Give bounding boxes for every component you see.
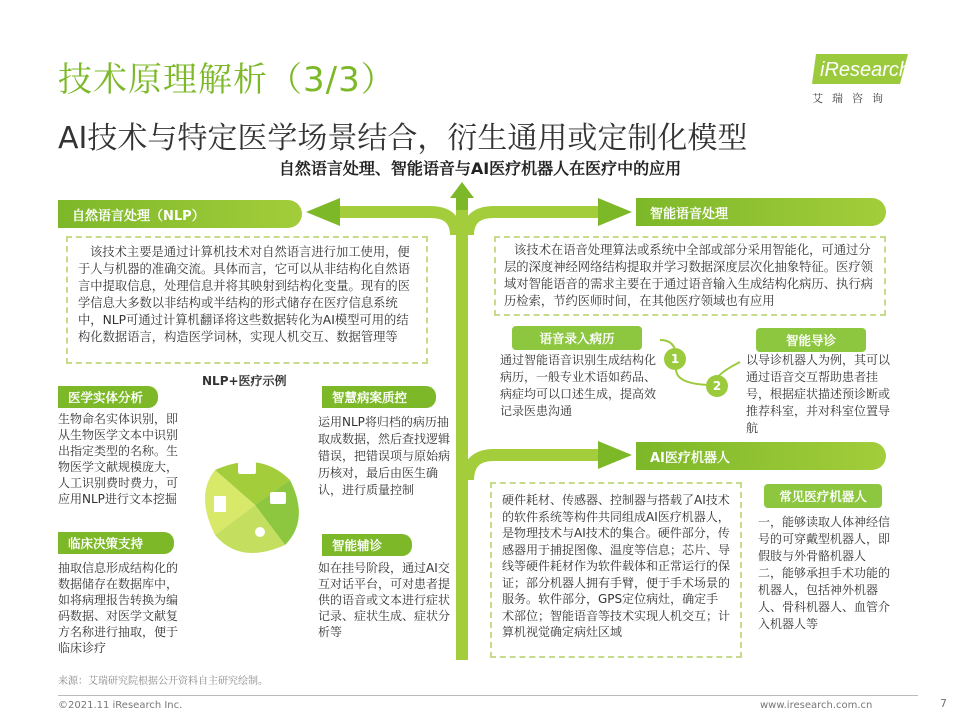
- entity-text: 生物命名实体识别，即从生物医学文本中识别出指定类型的名称。生物医学文献规模庞大，人工识别费时费力，可应用NLP进行文本挖掘: [58, 412, 179, 506]
- user-icon: [255, 527, 265, 537]
- voice-banner: 智能语音处理: [636, 198, 886, 226]
- assist-text: 如在挂号阶段，通过AI交互对话平台，可对患者提供的语音或文本进行症状记录、症状生成、症状分析等: [318, 561, 451, 639]
- robot-description-box: [490, 482, 742, 658]
- robot-banner: AI医疗机器人: [636, 442, 886, 470]
- diagram-heading: 自然语言处理、智能语音与AI医疗机器人在医疗中的应用: [278, 159, 682, 178]
- medical-report-icon: [214, 496, 226, 512]
- common-robot-label: 常见医疗机器人: [764, 484, 882, 508]
- entity-label: 医学实体分析: [58, 386, 158, 408]
- common-robot-text: 一，能够读取人体神经信号的可穿戴型机器人，即假肢与外骨骼机器人 二，能够承担手术功能的机器人，包括神外机器人、骨科机器人、血管介入机器人等: [758, 515, 891, 631]
- quality-label: 智慧病案质控: [322, 386, 436, 408]
- step-badge-2: 2: [706, 375, 728, 397]
- voice-entry-text: 通过智能语音识别生成结构化病历，一般专业术语如药品、病症均可以口述生成，提高效记录医患沟通: [500, 353, 657, 418]
- voice-guide-text: 以导诊机器人为例，其可以通过语音交互帮助患者挂号，根据症状描述预诊断或推荐科室，并对科室位置导航: [746, 353, 891, 435]
- ecg-monitor-icon: [270, 492, 286, 504]
- voice-description: 该技术在语音处理算法或系统中全部或部分采用智能化，可通过分层的深度神经网络结构提取并学习数据深度层次化抽象特征。医疗领域对智能语音的需求主要在于通过语音输入生成结构化病历、执行病历检索，节约医师时间，在其他医疗领域也有应用: [504, 243, 873, 308]
- source-note: 来源：艾瑞研究院根据公开资料自主研究绘制。: [58, 676, 268, 687]
- decision-label: 临床决策支持: [58, 532, 174, 554]
- voice-guide-label: 智能导诊: [756, 328, 866, 352]
- page-number: 7: [940, 697, 947, 710]
- logo-text: iResearch: [820, 59, 911, 81]
- assist-label: 智能辅诊: [322, 534, 412, 556]
- voice-description-box: [494, 236, 886, 316]
- copyright: ©2021.11 iResearch Inc.: [58, 700, 183, 711]
- nlp-pinwheel: [190, 440, 320, 570]
- nlp-banner: 自然语言处理（NLP）: [58, 200, 302, 228]
- decision-text: 抽取信息形成结构化的数据储存在数据库中，如将病理报告转换为编码数据、对医学文献复方名称进行抽取，便于临床诊疗: [58, 561, 179, 655]
- footer-divider: [58, 695, 918, 696]
- page-subtitle: AI技术与特定医学场景结合，衍生通用或定制化模型: [58, 121, 748, 156]
- nlp-description-box: [66, 236, 428, 364]
- nlp-description: 该技术主要是通过计算机技术对自然语言进行加工使用，便于人与机器的准确交流。具体而言，它可以从非结构化自然语言中提取信息，处理信息并将其映射到结构化变量。现有的医学信息大多数以非结构或半结构的形式储存在医疗信息系统中，NLP可通过计算机翻译将这些数据转化为AI模型可用的结构化数据语言，构造医学词林，实现人机交互、数据管理等: [78, 245, 411, 344]
- page-title: 技术原理解析（3/3）: [58, 60, 396, 100]
- nlp-example-title: NLP+医疗示例: [202, 374, 287, 388]
- logo-tagline: 艾瑞咨询: [812, 92, 892, 105]
- quality-text: 运用NLP将归档的病历抽取成数据，然后查找逻辑错误，把错误项与原始病历核对，最后由医生确认，进行质量控制: [318, 415, 451, 497]
- step-badge-1: 1: [664, 348, 686, 370]
- footer-url[interactable]: www.iresearch.com.cn: [760, 700, 873, 711]
- robot-description: 硬件耗材、传感器、控制器与搭载了AI技术的软件系统等构件共同组成AI医疗机器人，是物理技术与AI技术的集合。硬件部分，传感器用于捕捉图像、温度等信息；芯片、导线等硬件耗材作为软件载体和正常运行的保证；部分机器人拥有手臂，便于手术场景的服务。软件部分，GPS定位病灶，确定手术部位；智能语音等技术实现人机交互；计算机视觉确定病灶区域: [502, 493, 731, 639]
- voice-entry-label: 语音录入病历: [512, 326, 642, 350]
- chat-bubble-icon: [238, 462, 256, 474]
